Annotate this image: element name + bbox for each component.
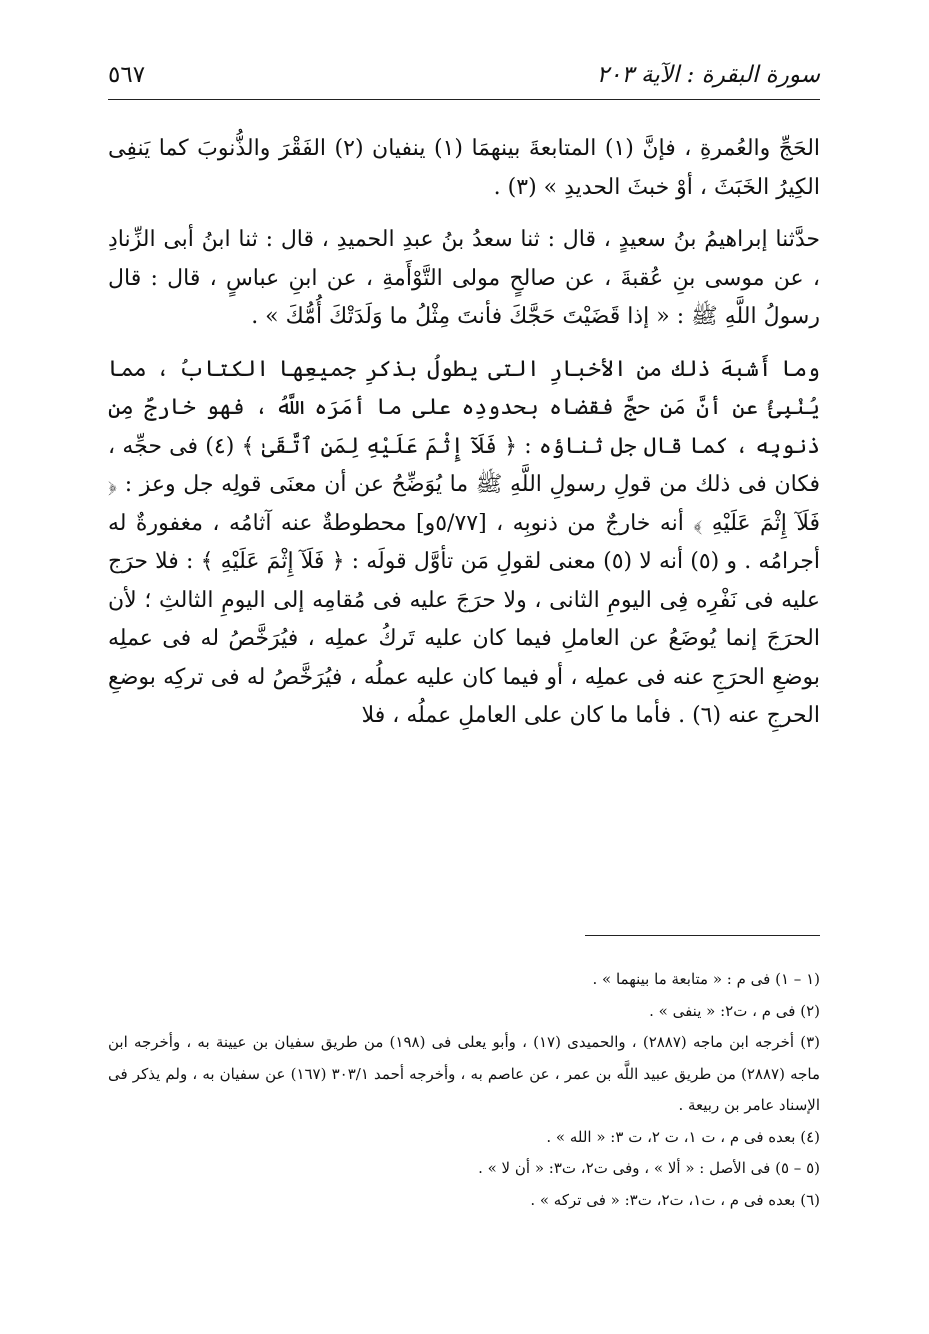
- footnotes: [108, 964, 820, 1216]
- header-title: سورة البقرة : الآية ٢٠٣: [596, 62, 820, 88]
- paragraph: الحَجِّ والعُمرةِ ، فإنَّ (١) المتابعةَ بينهمَا (١) ينفيان (٢) الفَقْرَ والذُّنوبَ كما يَنفِى الكِيرُ الخَبَثَ ، أوْ خبثَ الحديدِ » (٣) .: [108, 136, 821, 200]
- main-text: [108, 130, 820, 736]
- paragraph: وما أَشبهَ ذلك من الأخبارِ التى يطولُ بذكرِ جميعِها الكتابُ ، مما يُنْبِئُ عن أنَّ مَن حجَّ فقضاه بحدودِه على ما أمَرَه اللَّهُ ، فهو خارجٌ مِن ذنوبِه ، كما قال جل ثناؤه : ﴿ فَلَآ إِثْمَ عَلَيْهِ لِمَنِ ٱتَّقَىٰ ﴾ (٤) فى حجِّه ، فكان فى ذلك من قولِ رسولِ اللَّهِ ﷺ ما يُوَضِّحُ عن أن معنَى قولِه جل وعز : ﴿ فَلَآ إِثْمَ عَلَيْهِ ﴾ أنه خارجٌ من ذنوبِه ، [٥/٧٧و] محطوطةٌ عنه آثامُه ، مغفورةٌ له أجرامُه . و (٥) أنه لا (٥) معنى لقولِ مَن تأوَّل قولَه : ﴿ فَلَآ إِثْمَ عَلَيْهِ ﴾ : فلا حرَج عليه فى نَفْرِه فِى اليومِ الثانى ، ولا حرَجَ عليه فى مُقامِه إلى اليومِ الثالثِ ؛ لأن الحرَجَ إنما يُوضَعُ عن العاملِ فيما كان عليه تَركُ عملِه ، فيُرَخَّصُ له فى عملِه بوضعِ الحرَجِ عنه فى عملِه ، أو فيما كان عليه عملُه ، فيُرَخَّصُ له فى تركِه بوضعِ الحرجِ عنه (٦) . فأما ما كان على العاملِ عملُه ، فلا: [108, 356, 820, 728]
- footnote: (١ – ١) فى م : « متابعة ما بينهما » .: [592, 970, 820, 988]
- footnote-divider: [585, 935, 820, 936]
- footnote: (٤) بعده فى م ، ت ١، ت ٢، ت ٣: « الله » .: [546, 1127, 820, 1146]
- header-divider: [108, 99, 820, 100]
- page-number: ٥٦٧: [108, 62, 146, 88]
- running-header: [108, 52, 820, 98]
- footnote: (٥ – ٥) فى الأصل : « ألا » ، وفى ت٢، ت٣: « أن لا » .: [478, 1159, 820, 1177]
- footnote: (٢) فى م ، ت٢: « ينفى » .: [649, 1001, 820, 1020]
- paragraph: حدَّثنا إبراهيمُ بنُ سعيدٍ ، قال : ثنا سعدُ بنُ عبدِ الحميدِ ، قال : ثنا ابنُ أبى الزِّنادِ ، عن موسى بنِ عُقبةَ ، عن صالحٍ مولى التَّوْأَمةِ ، عن ابنِ عباسٍ ، قال : قال رسولُ اللَّهِ ﷺ : « إذا قَضَيْتَ حَجَّكَ فأنتَ مِثْلُ ما وَلَدَتْكَ أُمُّكَ » .: [108, 227, 821, 329]
- footnote: (٣) أخرجه ابن ماجه (٢٨٨٧) ، والحميدى (١٧) ، وأبو يعلى فى (١٩٨) من طريق سفيان بن عيينة به ، وأخرجه ابن ماجه (٢٨٨٧) من طريق عبيد اللَّه بن عمر ، عن عاصم به ، وأخرجه أحمد ٣٠٣/١ (١٦٧) عن سفيان به ، ولم يذكر فى الإسناد عامر بن ربيعة .: [108, 1033, 821, 1114]
- footnote: (٦) بعده فى م ، ت١، ت٢، ت٣: « فى تركه » .: [530, 1190, 820, 1209]
